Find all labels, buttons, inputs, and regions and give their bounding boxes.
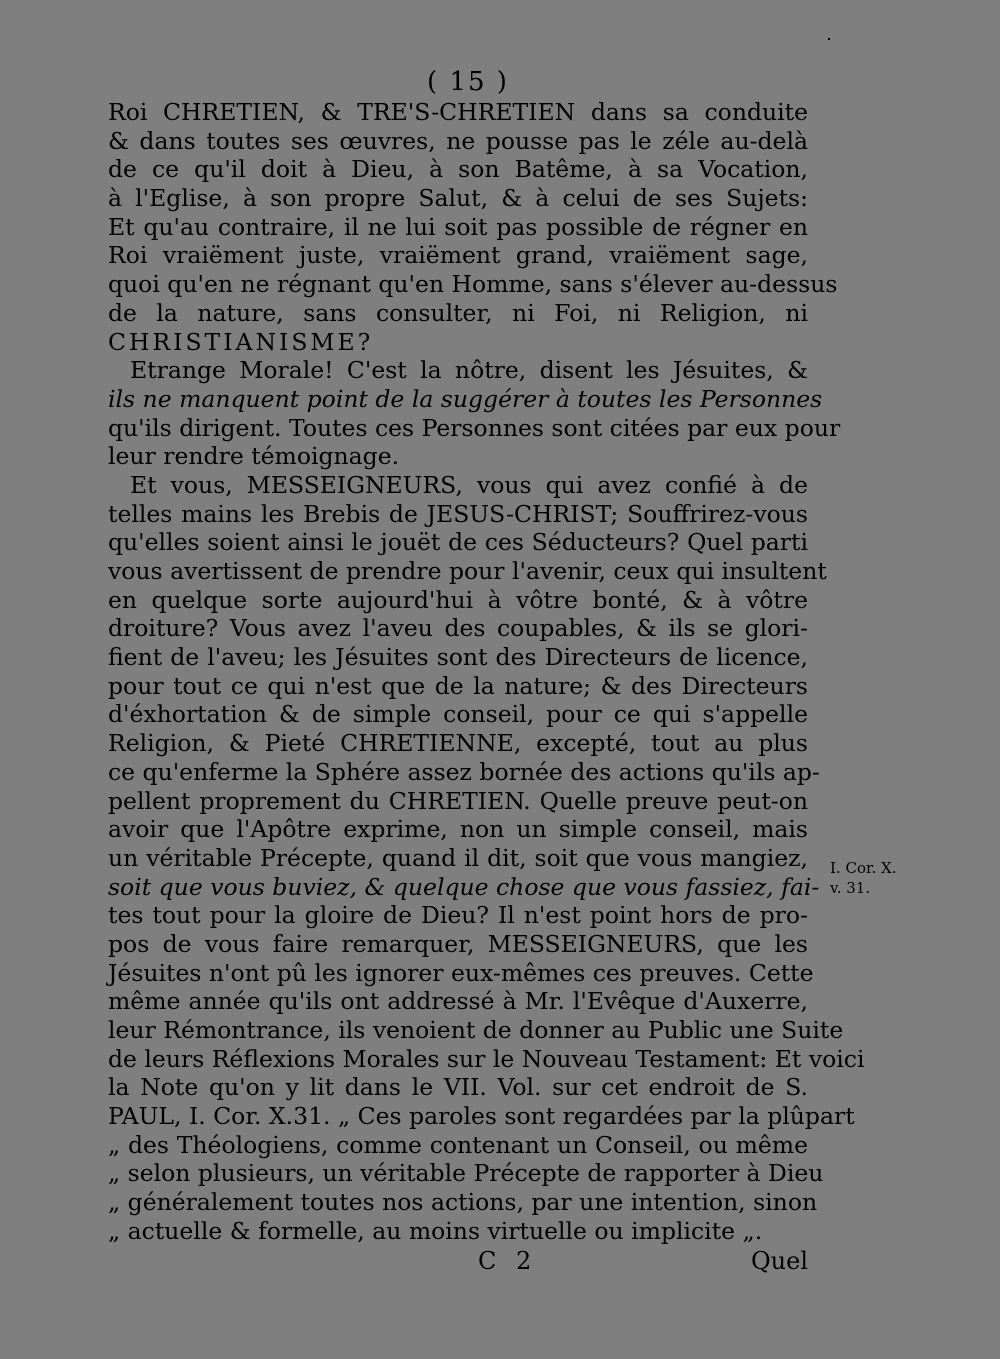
text-line: la Note qu'on y lit dans le VII. Vol. sur cet endroit de S. bbox=[108, 1073, 808, 1102]
text-line: Roi vraiëment juste, vraiëment grand, vraiëment sage, bbox=[108, 241, 808, 270]
text-line: Jésuites n'ont pû les ignorer eux-mêmes ces preuves. Cette bbox=[108, 958, 814, 987]
signature-mark: C 2 bbox=[478, 1246, 538, 1275]
text-line: Etrange Morale! C'est la nôtre, disent les Jésuites, & bbox=[130, 356, 808, 385]
text-line: & dans toutes ses œuvres, ne pousse pas le zéle au-delà bbox=[108, 126, 808, 155]
paragraph-2 bbox=[108, 356, 841, 471]
text-line: à l'Eglise, à son propre Salut, & à celui de ses Sujets: bbox=[108, 184, 808, 213]
text-line: Roi CHRETIEN, & TRE'S-CHRETIEN dans sa conduite bbox=[108, 98, 808, 126]
text-line: qu'ils dirigent. Toutes ces Personnes sont citées par eux pour bbox=[108, 413, 841, 442]
text-line: de ce qu'il doit à Dieu, à son Batême, à sa Vocation, bbox=[108, 155, 808, 184]
text-line: même année qu'ils ont addressé à Mr. l'Evêque d'Auxerre, bbox=[108, 987, 808, 1016]
text-line: d'éxhortation & de simple conseil, pour ce qui s'appelle bbox=[108, 700, 808, 729]
text-line: avoir que l'Apôtre exprime, non un simple conseil, mais bbox=[108, 815, 808, 844]
text-line: fient de l'aveu; les Jésuites sont des Directeurs de licence, bbox=[108, 643, 808, 672]
text-line: Et vous, MESSEIGNEURS, vous qui avez confié à de bbox=[130, 470, 808, 499]
text-line: soit que vous buviez, & quelque chose que vous fassiez, fai- bbox=[108, 872, 820, 901]
text-line: un véritable Précepte, quand il dit, soit que vous mangiez, bbox=[108, 843, 808, 872]
text-line: ce qu'enferme la Sphére assez bornée des actions qu'ils ap- bbox=[108, 757, 820, 786]
ink-speck bbox=[828, 38, 830, 40]
margin-reference-line: v. 31. bbox=[830, 879, 871, 897]
text-line: leur Rémontrance, ils venoient de donner au Public une Suite bbox=[108, 1016, 844, 1044]
text-line: pos de vous faire remarquer, MESSEIGNEURS, que les bbox=[108, 929, 808, 958]
text-line: ils ne manquent point de la suggérer à toutes les Personnes bbox=[108, 384, 823, 413]
margin-reference-line: I. Cor. X. bbox=[830, 859, 897, 877]
text-line: CHRISTIANISME? bbox=[108, 327, 374, 356]
margin-reference bbox=[830, 858, 896, 898]
text-line: de la nature, sans consulter, ni Foi, ni Religion, ni bbox=[108, 298, 808, 327]
text-line: tes tout pour la gloire de Dieu? Il n'est point hors de pro- bbox=[108, 901, 808, 930]
text-line: droiture? Vous avez l'aveu des coupables, & ils se glori- bbox=[108, 614, 808, 643]
text-line: Et qu'au contraire, il ne lui soit pas possible de régner en bbox=[108, 212, 808, 241]
text-line: pellent proprement du CHRETIEN. Quelle preuve peut-on bbox=[108, 786, 808, 815]
text-line: pour tout ce qui n'est que de la nature; & des Directeurs bbox=[108, 671, 808, 700]
page-number: ( 15 ) bbox=[427, 67, 509, 97]
text-line: PAUL, I. Cor. X.31. „ Ces paroles sont regardées par la plûpart bbox=[108, 1102, 855, 1131]
page-footer bbox=[108, 1246, 808, 1276]
catchword: Quel bbox=[750, 1246, 808, 1275]
text-line: „ selon plusieurs, un véritable Précepte de rapporter à Dieu bbox=[108, 1159, 824, 1188]
text-line: quoi qu'en ne régnant qu'en Homme, sans s'élever au-dessus bbox=[108, 270, 838, 299]
text-line: vous avertissent de prendre pour l'avenir, ceux qui insultent bbox=[108, 557, 827, 585]
text-line: Religion, & Pieté CHRETIENNE, excepté, tout au plus bbox=[108, 729, 808, 758]
text-line: telles mains les Brebis de JESUS-CHRIST; Souffrirez-vous bbox=[108, 499, 808, 528]
text-line: qu'elles soient ainsi le jouët de ces Séducteurs? Quel parti bbox=[108, 528, 808, 557]
text-line: „ généralement toutes nos actions, par une intention, sinon bbox=[108, 1188, 818, 1217]
text-line: de leurs Réflexions Morales sur le Nouveau Testament: Et voici bbox=[108, 1044, 865, 1073]
text-line: en quelque sorte aujourd'hui à vôtre bonté, & à vôtre bbox=[108, 585, 808, 614]
text-line: „ actuelle & formelle, au moins virtuelle ou implicite „. bbox=[108, 1216, 763, 1245]
paragraph-1 bbox=[108, 98, 838, 356]
text-line: leur rendre témoignage. bbox=[108, 442, 400, 471]
text-line: „ des Théologiens, comme contenant un Conseil, ou même bbox=[108, 1130, 808, 1159]
